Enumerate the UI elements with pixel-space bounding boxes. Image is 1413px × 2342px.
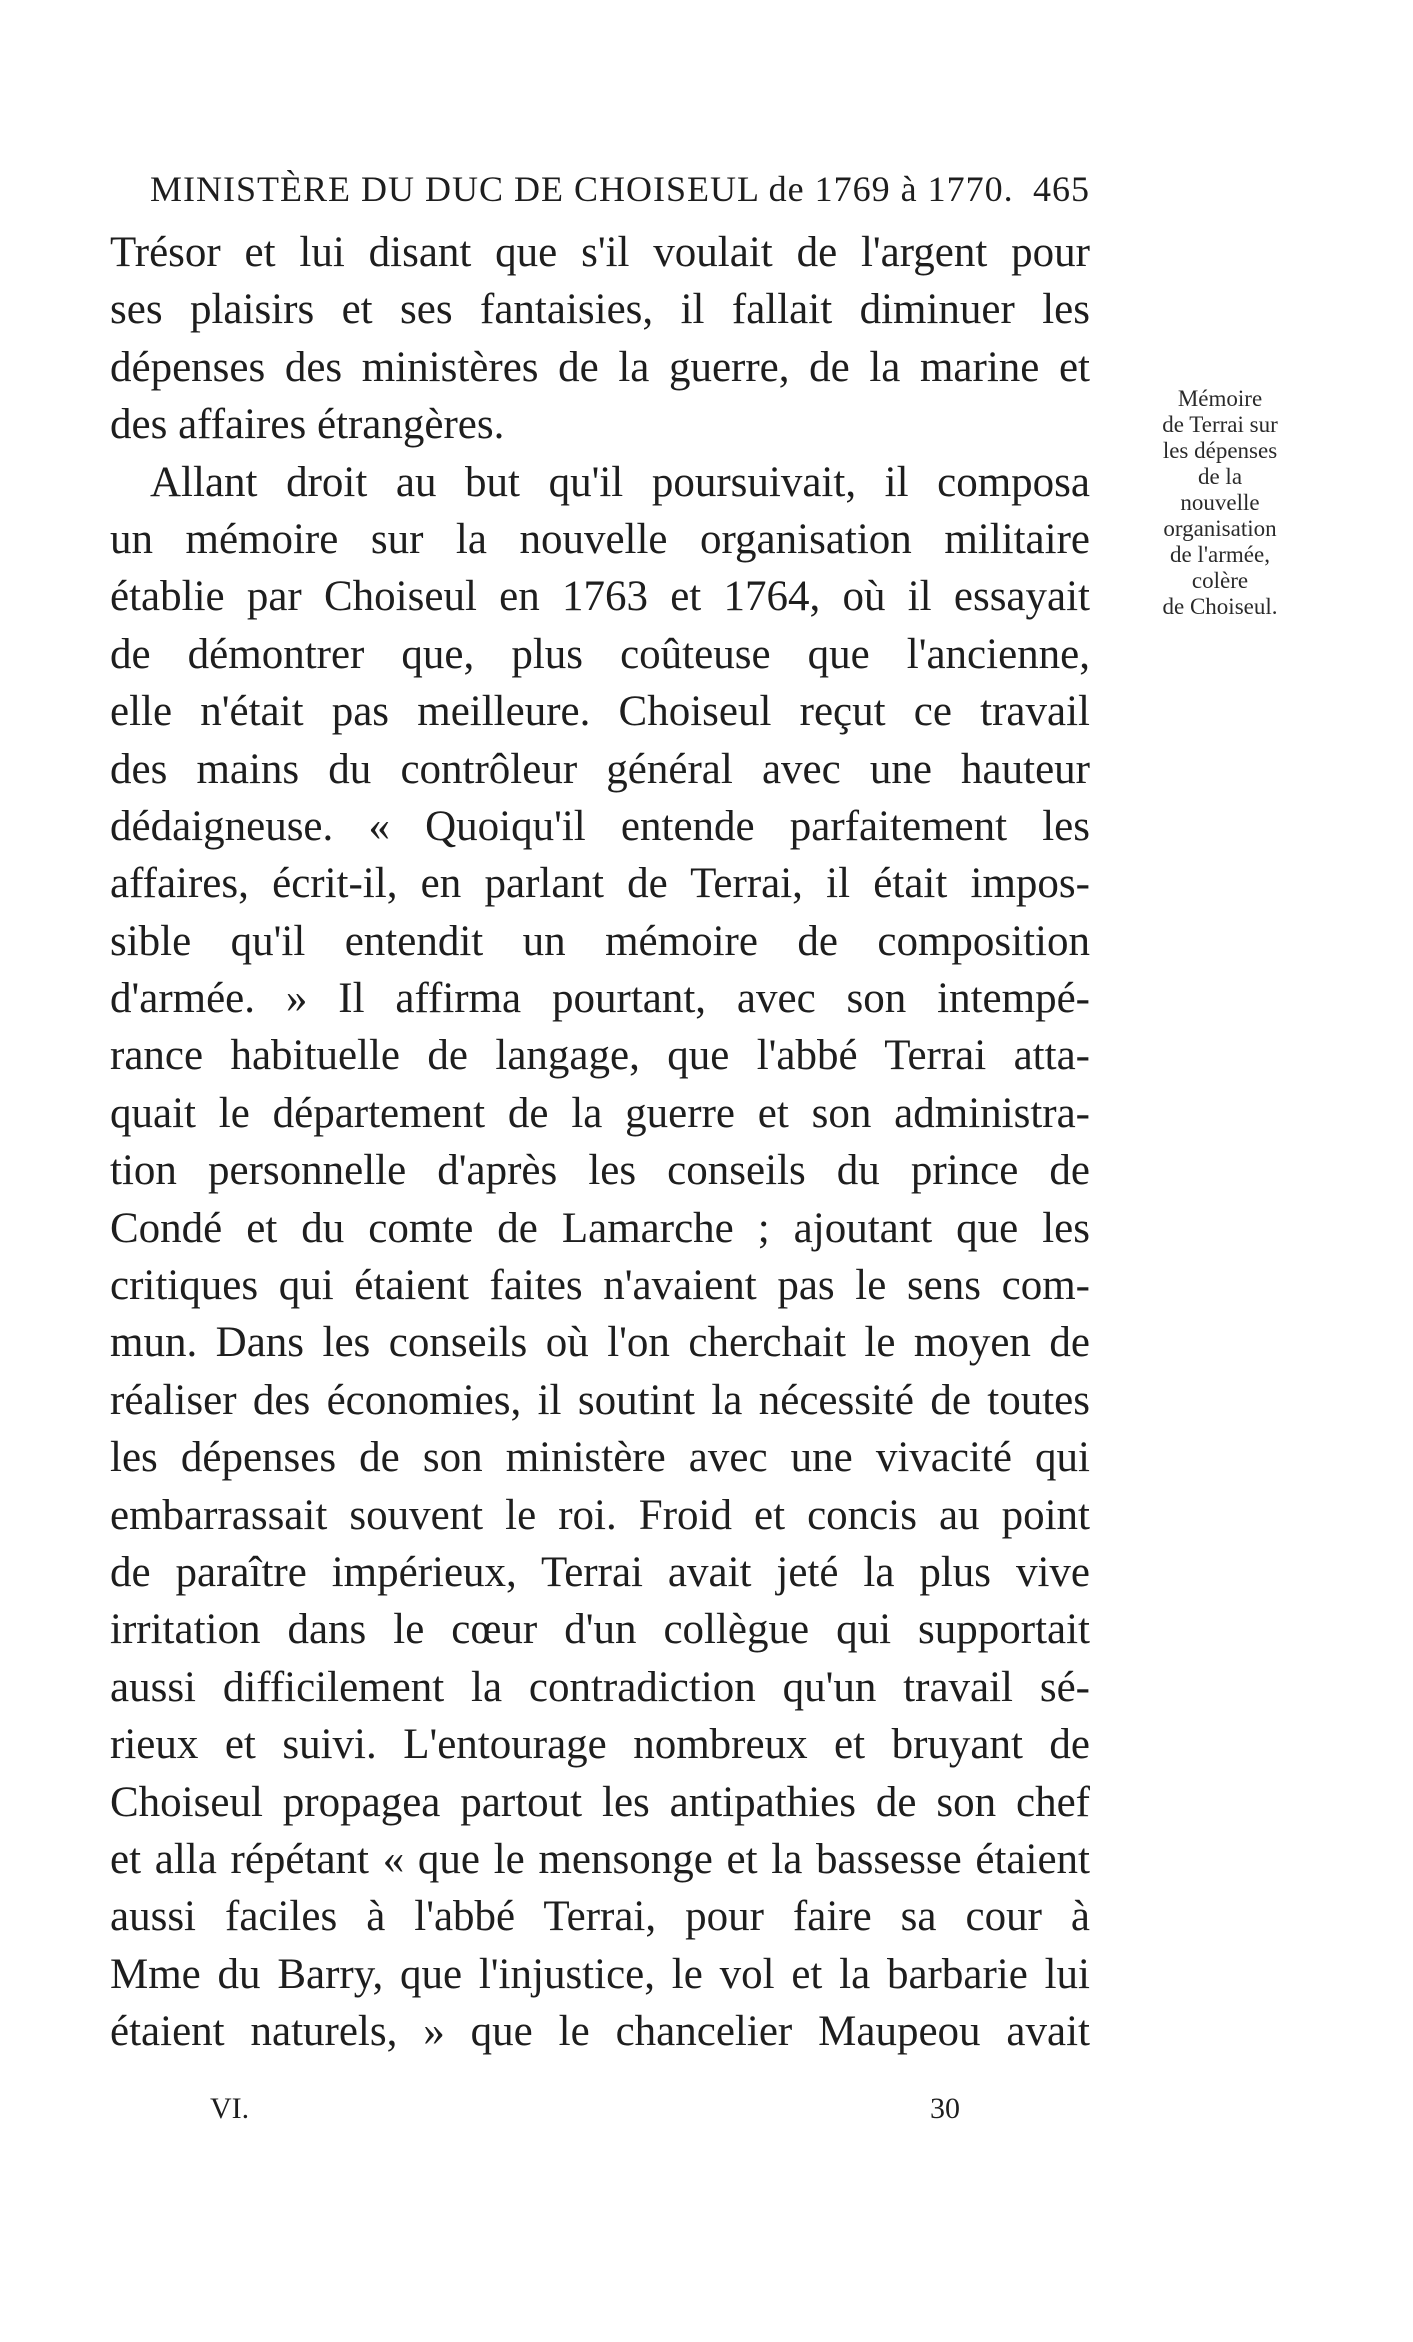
- text-line: Condé et du comte de Lamarche ; ajoutant que les: [110, 1204, 1090, 1252]
- text-line: les dépenses de son ministère avec une vivacité qui: [110, 1434, 1090, 1482]
- text-line: aussi difficilement la contradiction qu'un travail sé-: [110, 1663, 1090, 1711]
- text-line: elle n'était pas meilleure. Choiseul reçut ce travail: [110, 688, 1090, 736]
- text-line: établie par Choiseul en 1763 et 1764, où il essayait: [110, 573, 1090, 621]
- margin-note-line: de Choiseul.: [1162, 594, 1278, 619]
- text-line: dépenses des ministères de la guerre, de la marine et: [110, 343, 1090, 391]
- text-line: Choiseul propagea partout les antipathies de son chef: [110, 1778, 1090, 1826]
- text-line: ses plaisirs et ses fantaisies, il fallait diminuer les: [110, 286, 1090, 334]
- text-line: et alla répétant « que le mensonge et la bassesse étaient: [110, 1835, 1090, 1883]
- text-line: affaires, écrit-il, en parlant de Terrai, il était impos-: [110, 860, 1090, 908]
- text-line: irritation dans le cœur d'un collègue qui supportait: [110, 1606, 1090, 1654]
- text-line: d'armée. » Il affirma pourtant, avec son intempé-: [110, 975, 1090, 1023]
- text-line: critiques qui étaient faites n'avaient pas le sens com-: [110, 1262, 1090, 1310]
- signature-mark: 30: [930, 2092, 960, 2125]
- volume-number: VI.: [210, 2092, 250, 2125]
- margin-note-line: colère: [1191, 568, 1249, 593]
- margin-note-line: de l'armée,: [1170, 542, 1270, 567]
- margin-note-line: organisation: [1163, 516, 1277, 541]
- text-line: un mémoire sur la nouvelle organisation militaire: [110, 515, 1090, 563]
- margin-note-line: de Terrai sur: [1162, 412, 1278, 437]
- text-line: Mme du Barry, que l'injustice, le vol et la barbarie lui: [110, 1950, 1090, 1998]
- text-line: Allant droit au but qu'il poursuivait, il composa: [150, 458, 1090, 506]
- text-line: des affaires étrangères.: [110, 401, 505, 449]
- text-line: rieux et suivi. L'entourage nombreux et bruyant de: [110, 1721, 1090, 1769]
- running-title: MINISTÈRE DU DUC DE CHOISEUL de 1769 à 1770.: [150, 169, 1014, 209]
- page-footer: [210, 2092, 990, 2132]
- text-line: de démontrer que, plus coûteuse que l'ancienne,: [110, 630, 1090, 678]
- text-line: aussi faciles à l'abbé Terrai, pour faire sa cour à: [110, 1893, 1090, 1941]
- page-number: 465: [1033, 169, 1090, 209]
- text-line: mun. Dans les conseils où l'on cherchait le moyen de: [110, 1319, 1090, 1367]
- margin-note-line: Mémoire: [1177, 386, 1263, 411]
- text-line: embarrassait souvent le roi. Froid et concis au point: [110, 1491, 1090, 1539]
- text-line: rance habituelle de langage, que l'abbé Terrai atta-: [110, 1032, 1090, 1080]
- text-line: de paraître impérieux, Terrai avait jeté la plus vive: [110, 1548, 1090, 1596]
- running-header: [150, 168, 1090, 216]
- margin-note-line: de la: [1197, 464, 1243, 489]
- text-line: des mains du contrôleur général avec une hauteur: [110, 745, 1090, 793]
- text-line: étaient naturels, » que le chancelier Maupeou avait: [110, 2008, 1090, 2056]
- text-line: Trésor et lui disant que s'il voulait de l'argent pour: [110, 229, 1090, 276]
- margin-note-line: les dépenses: [1162, 438, 1278, 463]
- margin-note: [1125, 386, 1315, 620]
- text-line: quait le département de la guerre et son administra-: [110, 1089, 1090, 1137]
- text-line: tion personnelle d'après les conseils du prince de: [110, 1147, 1090, 1195]
- text-line: sible qu'il entendit un mémoire de composition: [110, 917, 1090, 965]
- margin-note-line: nouvelle: [1180, 490, 1260, 515]
- text-line: dédaigneuse. « Quoiqu'il entende parfaitement les: [110, 802, 1090, 850]
- body-text: [110, 224, 1090, 2061]
- text-line: réaliser des économies, il soutint la nécessité de toutes: [110, 1376, 1090, 1424]
